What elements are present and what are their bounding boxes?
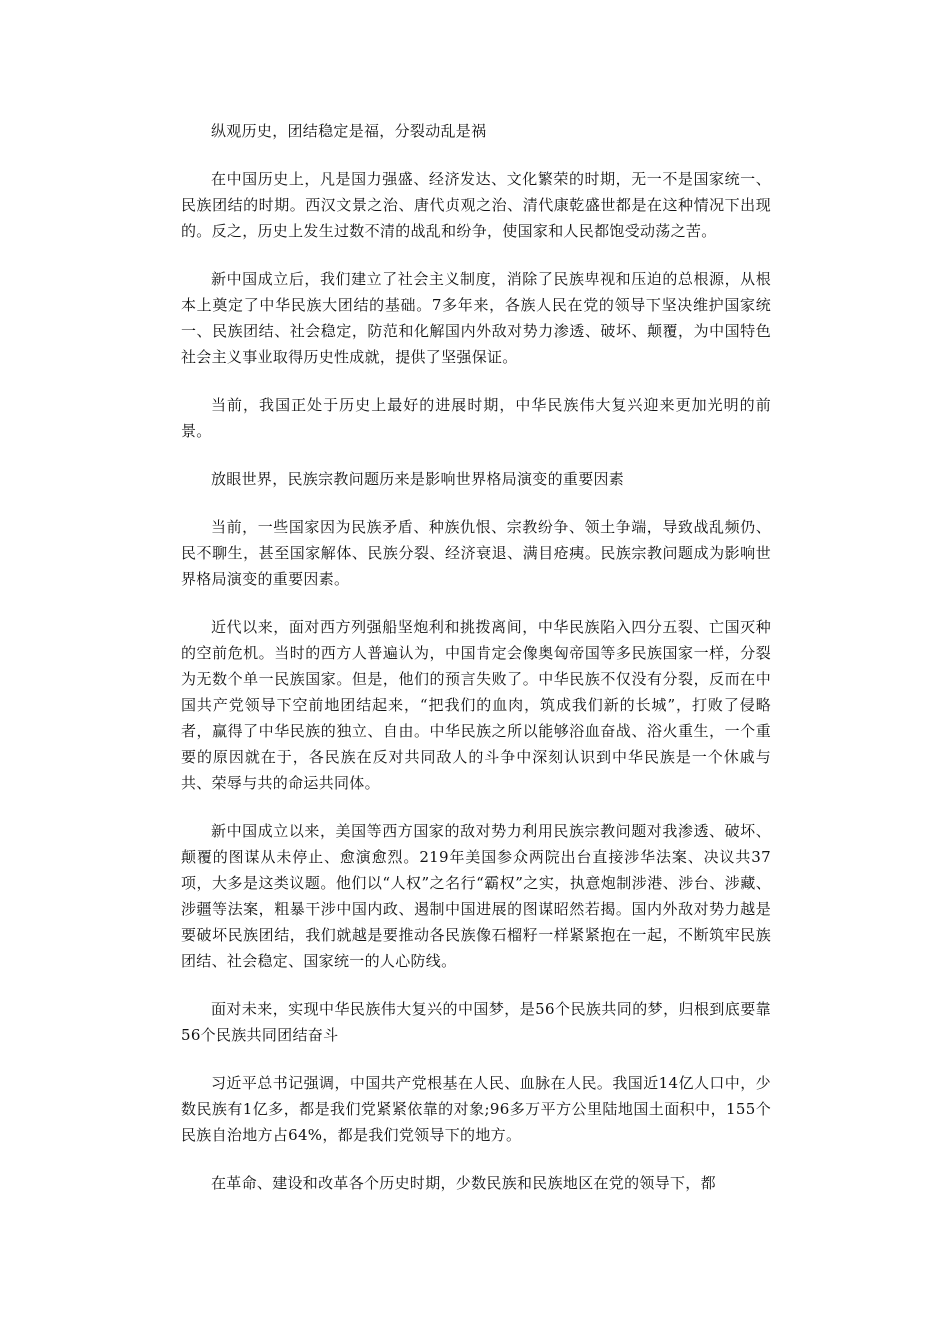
paragraph-revolution-periods: 在革命、建设和改革各个历史时期，少数民族和民族地区在党的领导下，都 [211, 1174, 716, 1192]
section-heading-history: 纵观历史，团结稳定是福，分裂动乱是祸 [211, 122, 487, 140]
paragraph-party-roots: 习近平总书记强调，中国共产党根基在人民、血脉在人民。我国近14亿人口中，少数民族有1亿多，都是我们党紧紧依靠的对象;96多万平方公里陆地国土面积中，155个民族自治地方占64%，都是我们党领导下的地方。 [181, 1074, 771, 1144]
section-heading-world: 放眼世界，民族宗教问题历来是影响世界格局演变的重要因素 [211, 470, 625, 488]
section-heading-future: 面对未来，实现中华民族伟大复兴的中国梦，是56个民族共同的梦，归根到底要靠56个民族共同团结奋斗 [181, 1000, 771, 1044]
paragraph-world-conflicts: 当前，一些国家因为民族矛盾、种族仇恨、宗教纷争、领土争端，导致战乱频仍、民不聊生，甚至国家解体、民族分裂、经济衰退、满目疮痍。民族宗教问题成为影响世界格局演变的重要因素。 [181, 518, 771, 588]
paragraph-hostile-forces: 新中国成立以来，美国等西方国家的敌对势力利用民族宗教问题对我渗透、破坏、颠覆的图谋从未停止、愈演愈烈。219年美国参众两院出台直接涉华法案、决议共37项，大多是这类议题。他们以“人权”之名行“霸权”之实，执意炮制涉港、涉台、涉藏、涉疆等法案，粗暴干涉中国内政、遏制中国进展的图谋昭然若揭。国内外敌对势力越是要破坏民族团结，我们就越是要推动各民族像石榴籽一样紧紧抱在一起，不断筑牢民族团结、社会稳定、国家统一的人心防线。 [181, 822, 771, 970]
paragraph-modern-history: 近代以来，面对西方列强船坚炮利和挑拨离间，中华民族陷入四分五裂、亡国灭种的空前危机。当时的西方人普遍认为，中国肯定会像奥匈帝国等多民族国家一样，分裂为无数个单一民族国家。但是，他们的预言失败了。中华民族不仅没有分裂，反而在中国共产党领导下空前地团结起来，“把我们的血肉，筑成我们新的长城”，打败了侵略者，赢得了中华民族的独立、自由。中华民族之所以能够浴血奋战、浴火重生，一个重要的原因就在于，各民族在反对共同敌人的斗争中深刻认识到中华民族是一个休戚与共、荣辱与共的命运共同体。 [181, 618, 771, 792]
paragraph-new-china-system: 新中国成立后，我们建立了社会主义制度，消除了民族卑视和压迫的总根源，从根本上奠定了中华民族大团结的基础。7多年来，各族人民在党的领导下坚决维护国家统一、民族团结、社会稳定，防范和化解国内外敌对势力渗透、破坏、颠覆，为中国特色社会主义事业取得历史性成就，提供了坚强保证。 [181, 270, 771, 366]
document-body [181, 118, 771, 1218]
paragraph-history-unity: 在中国历史上，凡是国力强盛、经济发达、文化繁荣的时期，无一不是国家统一、民族团结的时期。西汉文景之治、唐代贞观之治、清代康乾盛世都是在这种情况下出现的。反之，历史上发生过数不清的战乱和纷争，使国家和人民都饱受动荡之苦。 [181, 170, 771, 240]
paragraph-current-period: 当前，我国正处于历史上最好的进展时期，中华民族伟大复兴迎来更加光明的前景。 [181, 396, 771, 440]
